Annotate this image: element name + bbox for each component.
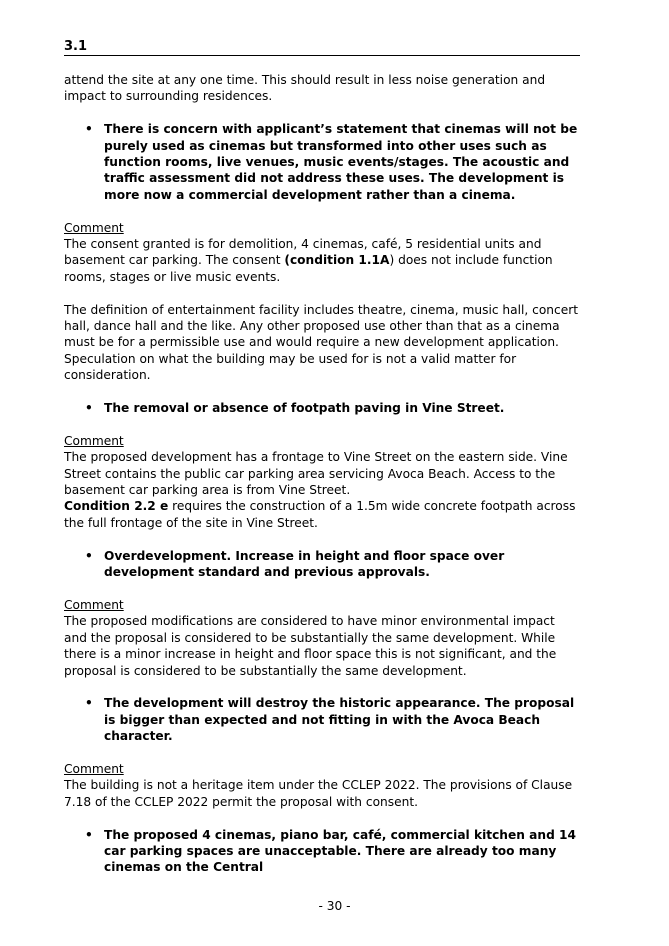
comment-paragraph: The consent granted is for demolition, 4 cinemas, café, 5 residential units and basement car parking. The consent (condition 1.1A) does not include function rooms, stages or live music events. bbox=[64, 237, 553, 284]
concern-bullet bbox=[64, 827, 580, 876]
comment-label: Comment bbox=[64, 220, 124, 235]
concern-bullet bbox=[64, 548, 580, 581]
condition-reference: Condition 2.2 e bbox=[64, 499, 169, 514]
concern-bullet bbox=[64, 121, 580, 203]
bullet-icon: • bbox=[85, 548, 93, 563]
page-number: - 30 - bbox=[318, 899, 351, 913]
comment-paragraph: The proposed modifications are considered to have minor environmental impact and the proposal is considered to be substantially the same development. While there is a minor increase in height and floor space this is not significant, and the proposal is considered to be substantially the same development. bbox=[64, 614, 557, 678]
concern-text: The proposed 4 cinemas, piano bar, café, commercial kitchen and 14 car parking spaces are unacceptable. There are already too many cinemas on the Central bbox=[104, 827, 576, 875]
condition-reference: (condition 1.1A bbox=[284, 253, 390, 268]
bullet-icon: • bbox=[85, 696, 93, 711]
comment-label: Comment bbox=[64, 761, 124, 776]
section-number: 3.1 bbox=[64, 39, 88, 54]
bullet-icon: • bbox=[85, 401, 93, 416]
concern-text: Overdevelopment. Increase in height and floor space over development standard and previous approvals. bbox=[104, 548, 505, 580]
concern-bullet bbox=[64, 400, 580, 416]
intro-paragraph: attend the site at any one time. This should result in less noise generation and impact to surrounding residences. bbox=[64, 73, 546, 104]
bullet-icon: • bbox=[85, 827, 93, 842]
bullet-icon: • bbox=[85, 122, 93, 137]
page-content bbox=[64, 72, 580, 876]
comment-label: Comment bbox=[64, 597, 124, 612]
comment-label: Comment bbox=[64, 433, 124, 448]
comment-paragraph: The definition of entertainment facility includes theatre, cinema, music hall, concert hall, dance hall and the like. Any other proposed use other than that as a cinema must be for a permissible use and would require a new development application. Speculation on what the building may be used for is not a valid matter for consideration. bbox=[64, 302, 579, 383]
concern-text: There is concern with applicant’s statement that cinemas will not be purely used as cinemas but transformed into other uses such as function rooms, live venues, music events/stages. The acoustic and traffic assessment did not address these uses. The development is more now a commercial development rather than a cinema. bbox=[104, 122, 578, 202]
comment-paragraph: The building is not a heritage item under the CCLEP 2022. The provisions of Clause 7.18 of the CCLEP 2022 permit the proposal with consent. bbox=[64, 778, 573, 809]
concern-bullet bbox=[64, 695, 580, 744]
concern-text: The development will destroy the historic appearance. The proposal is bigger than expected and not fitting in with the Avoca Beach character. bbox=[104, 696, 575, 744]
comment-paragraph: Condition 2.2 e requires the construction of a 1.5m wide concrete footpath across the full frontage of the site in Vine Street. bbox=[64, 499, 576, 530]
page-header bbox=[64, 35, 580, 56]
concern-text: The removal or absence of footpath paving in Vine Street. bbox=[104, 401, 505, 416]
comment-paragraph: The proposed development has a frontage to Vine Street on the eastern side. Vine Street contains the public car parking area servicing Avoca Beach. Access to the basement car parking area is from Vine Street. bbox=[64, 450, 568, 498]
